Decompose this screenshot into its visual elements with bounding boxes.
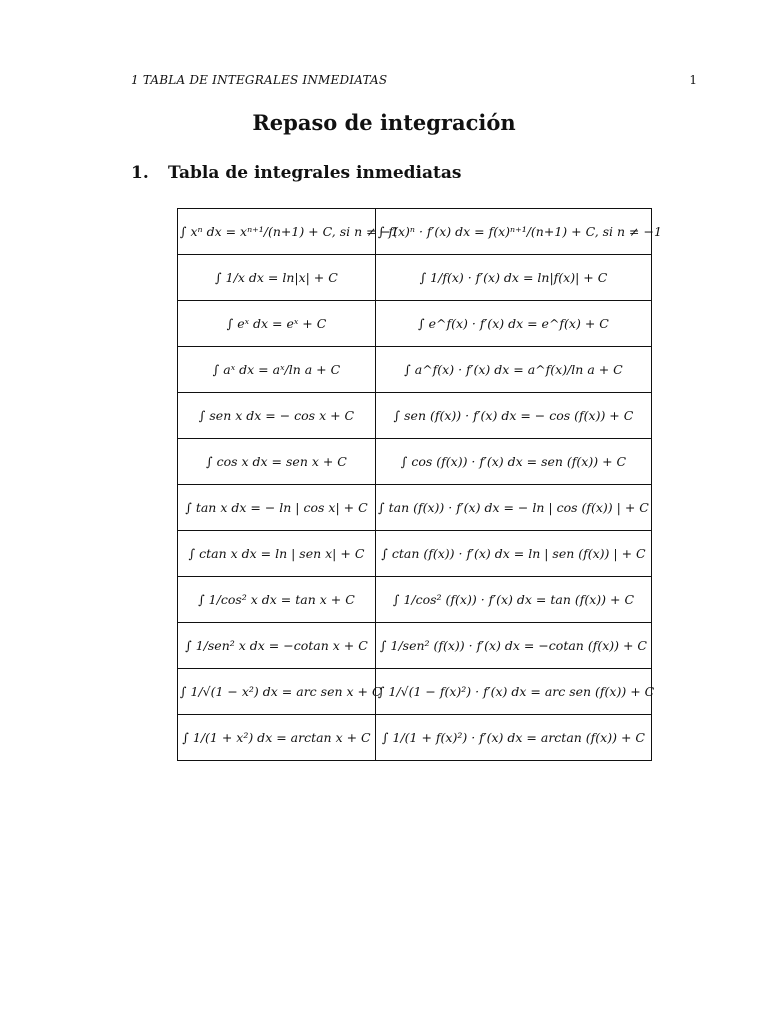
table-row xyxy=(178,485,652,531)
composite-integral-cell: ∫ ctan (f(x)) · f′(x) dx = ln | sen (f(x)) | + C xyxy=(376,531,652,577)
table-row xyxy=(178,255,652,301)
page-number: 1 xyxy=(689,73,697,87)
composite-integral-cell: ∫ 1/cos² (f(x)) · f′(x) dx = tan (f(x)) + C xyxy=(376,577,652,623)
table-row xyxy=(178,531,652,577)
table-row xyxy=(178,439,652,485)
table-row xyxy=(178,577,652,623)
composite-integral-cell: ∫ 1/f(x) · f′(x) dx = ln|f(x)| + C xyxy=(376,255,652,301)
composite-integral-cell: ∫ a^f(x) · f′(x) dx = a^f(x)/ln a + C xyxy=(376,347,652,393)
running-header xyxy=(131,73,697,91)
composite-integral-cell: ∫ 1/(1 + f(x)²) · f′(x) dx = arctan (f(x)) + C xyxy=(376,715,652,761)
basic-integral-cell: ∫ aˣ dx = aˣ/ln a + C xyxy=(178,347,376,393)
section-number: 1. xyxy=(131,163,149,183)
basic-integral-cell: ∫ 1/√(1 − x²) dx = arc sen x + C xyxy=(178,669,376,715)
table-row xyxy=(178,347,652,393)
basic-integral-cell: ∫ 1/(1 + x²) dx = arctan x + C xyxy=(178,715,376,761)
composite-integral-cell: ∫ 1/√(1 − f(x)²) · f′(x) dx = arc sen (f(x)) + C xyxy=(376,669,652,715)
document-title: Repaso de integración xyxy=(252,110,516,135)
composite-integral-cell: ∫ 1/sen² (f(x)) · f′(x) dx = −cotan (f(x)) + C xyxy=(376,623,652,669)
basic-integral-cell: ∫ tan x dx = − ln | cos x| + C xyxy=(178,485,376,531)
basic-integral-cell: ∫ 1/x dx = ln|x| + C xyxy=(178,255,376,301)
table-row xyxy=(178,301,652,347)
table-row xyxy=(178,669,652,715)
basic-integral-cell: ∫ ctan x dx = ln | sen x| + C xyxy=(178,531,376,577)
table-row xyxy=(178,209,652,255)
table-row xyxy=(178,393,652,439)
running-title: 1 TABLA DE INTEGRALES INMEDIATAS xyxy=(131,73,388,87)
section-title: Tabla de integrales inmediatas xyxy=(168,163,462,183)
composite-integral-cell: ∫ sen (f(x)) · f′(x) dx = − cos (f(x)) + C xyxy=(376,393,652,439)
basic-integral-cell: ∫ eˣ dx = eˣ + C xyxy=(178,301,376,347)
basic-integral-cell: ∫ 1/sen² x dx = −cotan x + C xyxy=(178,623,376,669)
composite-integral-cell: ∫ tan (f(x)) · f′(x) dx = − ln | cos (f(x)) | + C xyxy=(376,485,652,531)
basic-integral-cell: ∫ xⁿ dx = xⁿ⁺¹/(n+1) + C, si n ≠ −1 xyxy=(178,209,376,255)
composite-integral-cell: ∫ cos (f(x)) · f′(x) dx = sen (f(x)) + C xyxy=(376,439,652,485)
composite-integral-cell: ∫ f(x)ⁿ · f′(x) dx = f(x)ⁿ⁺¹/(n+1) + C, si n ≠ −1 xyxy=(376,209,652,255)
table-row xyxy=(178,715,652,761)
section-heading xyxy=(131,163,461,183)
composite-integral-cell: ∫ e^f(x) · f′(x) dx = e^f(x) + C xyxy=(376,301,652,347)
basic-integral-cell: ∫ 1/cos² x dx = tan x + C xyxy=(178,577,376,623)
integrals-table xyxy=(177,208,662,761)
table-row xyxy=(178,623,652,669)
basic-integral-cell: ∫ cos x dx = sen x + C xyxy=(178,439,376,485)
basic-integral-cell: ∫ sen x dx = − cos x + C xyxy=(178,393,376,439)
